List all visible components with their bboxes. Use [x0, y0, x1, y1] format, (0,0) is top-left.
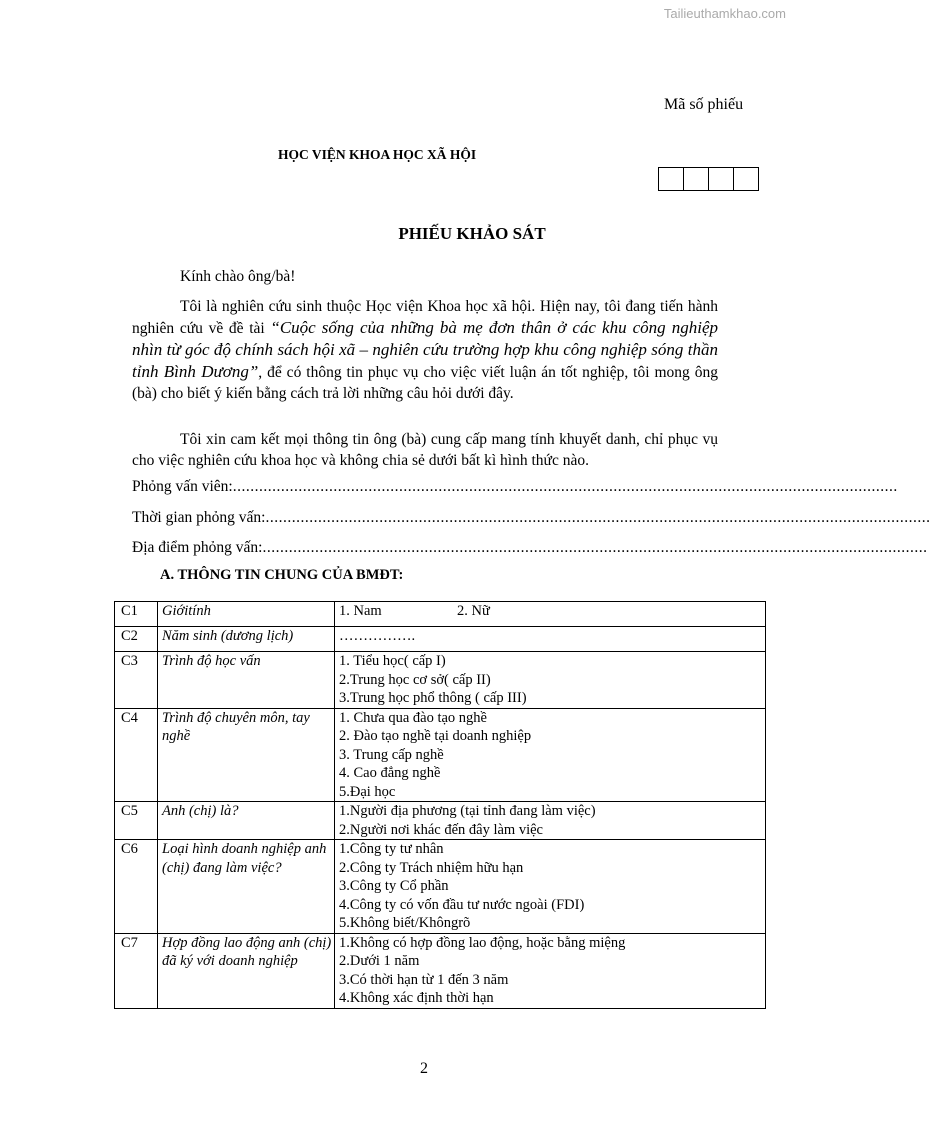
question-text: Giớitính [158, 602, 335, 627]
answer-option[interactable]: 2. Nữ [457, 603, 490, 619]
answer-option[interactable]: 1.Người địa phương (tại tỉnh đang làm việc) [339, 803, 596, 819]
interview-time-label: Thời gian phỏng vấn: [132, 509, 266, 526]
commitment-paragraph: Tôi xin cam kết mọi thông tin ông (bà) cung cấp mang tính khuyết danh, chỉ phục vụ cho việc nghiên cứu khoa học và không chia sẻ dưới bất kì hình thức nào. [132, 431, 718, 469]
answer-option[interactable]: 4. Cao đẳng nghề [339, 765, 441, 781]
answer-option[interactable]: 3. Trung cấp nghề [339, 746, 444, 763]
survey-code-boxes[interactable] [658, 167, 759, 191]
answer-option[interactable]: 1. Tiểu học( cấp I) [339, 653, 446, 669]
watermark: Tailieuthamkhao.com [663, 6, 786, 21]
answer-options[interactable] [335, 602, 766, 627]
interviewer-label: Phỏng vấn viên: [132, 478, 233, 495]
question-text: Hợp đồng lao động anh (chị) đã ký với doanh nghiệp [158, 933, 335, 1008]
table-row [115, 627, 766, 652]
answer-options[interactable] [335, 708, 766, 802]
page-title: PHIẾU KHẢO SÁT [398, 224, 546, 243]
answer-option[interactable]: 2. Đào tạo nghề tại doanh nghiệp [339, 728, 532, 744]
answer-options[interactable] [335, 627, 766, 652]
answer-option[interactable]: 1.Công ty tư nhân [339, 841, 444, 857]
answer-option[interactable]: 4.Không xác định thời hạn [339, 990, 494, 1006]
answer-option[interactable]: 5.Không biết/Khôngrõ [339, 915, 471, 931]
general-info-table [114, 601, 766, 1009]
answer-options[interactable] [335, 933, 766, 1008]
question-code: C2 [115, 627, 158, 652]
table-row [115, 802, 766, 840]
intro-tail: , để có thông tin phục vụ cho việc viết luận án tốt nghiệp, tôi mong ông (bà) cho biết ý kiến bằng cách trả lời những câu hỏi dưới đây. [132, 364, 718, 402]
intro-paragraph [132, 296, 718, 404]
research-topic: “Cuộc sống của những bà mẹ đơn thân ở các khu công nghiệp nhìn từ góc độ chính sách hội xã – nghiên cứu trường hợp khu công nghiệp sóng thần tỉnh Bình Dương” [132, 318, 718, 381]
greeting: Kính chào ông/bà! [180, 268, 296, 285]
interview-place-label: Địa điểm phỏng vấn: [132, 539, 263, 556]
survey-code-label: Mã số phiếu [664, 96, 744, 113]
answer-option[interactable]: 2.Người nơi khác đến đây làm việc [339, 821, 543, 838]
question-text: Trình độ chuyên môn, tay nghề [158, 708, 335, 802]
question-text: Trình độ học vấn [158, 652, 335, 709]
answer-options[interactable] [335, 652, 766, 709]
code-box[interactable] [659, 168, 684, 190]
table-row [115, 652, 766, 709]
answer-blank[interactable]: ……………. [339, 628, 416, 644]
section-a-heading: A. THÔNG TIN CHUNG CỦA BMĐT: [160, 567, 404, 583]
interviewer-field[interactable] [132, 478, 898, 496]
question-code: C7 [115, 933, 158, 1008]
answer-options[interactable] [335, 802, 766, 840]
question-text: Năm sinh (dương lịch) [158, 627, 335, 652]
answer-option[interactable]: 1. Nam [339, 603, 382, 619]
table-row [115, 840, 766, 934]
answer-option[interactable]: 2.Công ty Trách nhiệm hữu hạn [339, 859, 524, 876]
question-text: Anh (chị) là? [158, 802, 335, 840]
question-code: C6 [115, 840, 158, 934]
answer-options[interactable] [335, 840, 766, 934]
fill-dots[interactable]: ........................................................................................................................................................ [232, 478, 898, 495]
fill-dots[interactable]: ........................................................................................................................................................ [265, 509, 930, 526]
code-box[interactable] [709, 168, 734, 190]
fill-dots[interactable]: ........................................................................................................................................................ [262, 539, 928, 556]
interview-place-field[interactable] [132, 539, 928, 557]
institute-name: HỌC VIỆN KHOA HỌC XÃ HỘI [278, 147, 477, 162]
answer-option[interactable]: 1.Không có hợp đồng lao động, hoặc bằng miệng [339, 934, 626, 951]
answer-option[interactable]: 2.Trung học cơ sở( cấp II) [339, 671, 491, 688]
question-code: C5 [115, 802, 158, 840]
question-text: Loại hình doanh nghiệp anh (chị) đang làm việc? [158, 840, 335, 934]
question-code: C4 [115, 708, 158, 802]
table-row [115, 708, 766, 802]
question-code: C1 [115, 602, 158, 627]
page-number: 2 [420, 1060, 428, 1077]
answer-option[interactable]: 2.Dưới 1 năm [339, 953, 420, 969]
table-row [115, 602, 766, 627]
table-row [115, 933, 766, 1008]
answer-option[interactable]: 3.Công ty Cổ phần [339, 878, 449, 894]
answer-option[interactable]: 1. Chưa qua đào tạo nghề [339, 709, 487, 726]
interview-time-field[interactable] [132, 509, 930, 527]
code-box[interactable] [684, 168, 709, 190]
question-code: C3 [115, 652, 158, 709]
answer-option[interactable]: 3.Trung học phổ thông ( cấp III) [339, 690, 527, 706]
answer-option[interactable]: 3.Có thời hạn từ 1 đến 3 năm [339, 971, 509, 988]
answer-option[interactable]: 5.Đại học [339, 783, 396, 800]
intro-lead: Tôi là nghiên cứu sinh thuộc Học viện Khoa học xã hội. Hiện nay, tôi đang tiến hành nghiên cứu về đề tài [132, 298, 718, 337]
code-box[interactable] [734, 168, 758, 190]
answer-option[interactable]: 4.Công ty có vốn đầu tư nước ngoài (FDI) [339, 896, 585, 913]
